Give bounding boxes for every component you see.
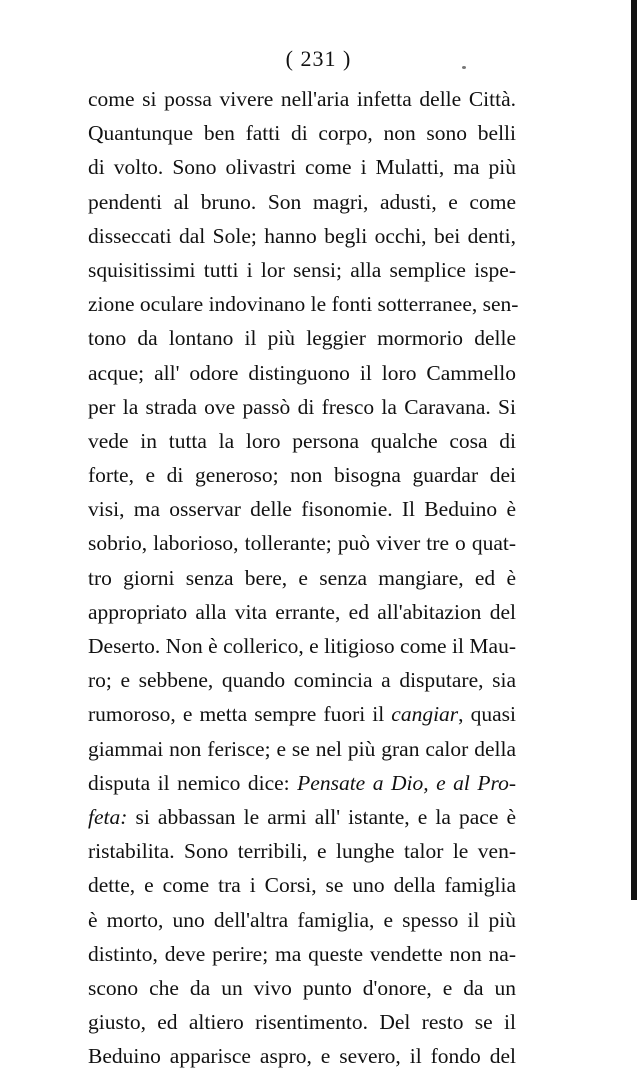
text-line: di volto. Sono olivastri come i Mulatti, ma più xyxy=(88,155,516,180)
text-segment: rumoroso, e metta sempre fuori il xyxy=(88,702,392,727)
text-line: squisitissimi tutti i lor sensi; alla semplice ispe- xyxy=(88,257,516,282)
ink-speck xyxy=(462,66,466,69)
text-line: è morto, uno dell'altra famiglia, e spesso il più xyxy=(88,907,516,932)
text-line: visi, ma osservar delle fisonomie. Il Beduino è xyxy=(88,497,516,522)
page-number: ( 231 ) xyxy=(285,46,352,71)
text-line: ro; e sebbene, quando comincia a disputare, sia xyxy=(88,668,516,693)
text-segment: , quasi xyxy=(458,702,516,727)
text-line xyxy=(88,697,516,731)
text-line: giammai non ferisce; e se nel più gran calor della xyxy=(88,736,516,761)
text-line: giusto, ed altiero risentimento. Del resto se il xyxy=(88,1010,516,1035)
text-line: disseccati dal Sole; hanno begli occhi, bei denti, xyxy=(88,223,516,248)
text-segment: disputa il nemico dice: xyxy=(88,770,298,795)
text-line: pendenti al bruno. Son magri, adusti, e come xyxy=(88,189,516,214)
text-line: Deserto. Non è collerico, e litigioso come il Mau- xyxy=(88,634,516,658)
text-line xyxy=(88,766,516,800)
text-line: acque; all' odore distinguono il loro Cammello xyxy=(88,360,516,385)
text-line: appropriato alla vita errante, ed all'abitazion del xyxy=(88,599,516,624)
text-line: dette, e come tra i Corsi, se uno della famiglia xyxy=(88,873,516,898)
text-line: Beduino apparisce aspro, e severo, il fondo del xyxy=(88,1044,516,1069)
text-line: distinto, deve perire; ma queste vendette non na- xyxy=(88,941,516,966)
text-line: ristabilita. Sono terribili, e lunghe talor le ven- xyxy=(88,839,516,864)
text-line: vede in tutta la loro persona qualche cosa di xyxy=(88,428,516,453)
text-line: tro giorni senza bere, e senza mangiare, ed è xyxy=(88,565,516,590)
italic-segment: cangiar xyxy=(391,702,459,727)
body-text xyxy=(88,82,519,1073)
text-line: sobrio, laborioso, tollerante; può viver tre o quat- xyxy=(88,531,516,556)
text-line: come si possa vivere nell'aria infetta delle Città. xyxy=(88,87,516,111)
italic-segment: feta: xyxy=(88,804,128,829)
italic-segment: Pensate a Dio, e al Pro- xyxy=(297,770,517,795)
scan-edge xyxy=(631,0,637,900)
text-line: Quantunque ben fatti di corpo, non sono belli xyxy=(88,121,516,146)
text-segment: si abbassan le armi all' istante, e la pace è xyxy=(127,804,516,829)
text-line: tono da lontano il più leggier mormorio delle xyxy=(88,326,516,351)
text-line: forte, e di generoso; non bisogna guardar dei xyxy=(88,463,516,488)
text-line xyxy=(88,800,516,834)
text-line: per la strada ove passò di fresco la Caravana. Si xyxy=(88,394,516,419)
text-line: zione oculare indovinano le fonti sotterranee, sen- xyxy=(88,292,519,317)
text-line: scono che da un vivo punto d'onore, e da un xyxy=(88,975,516,1000)
